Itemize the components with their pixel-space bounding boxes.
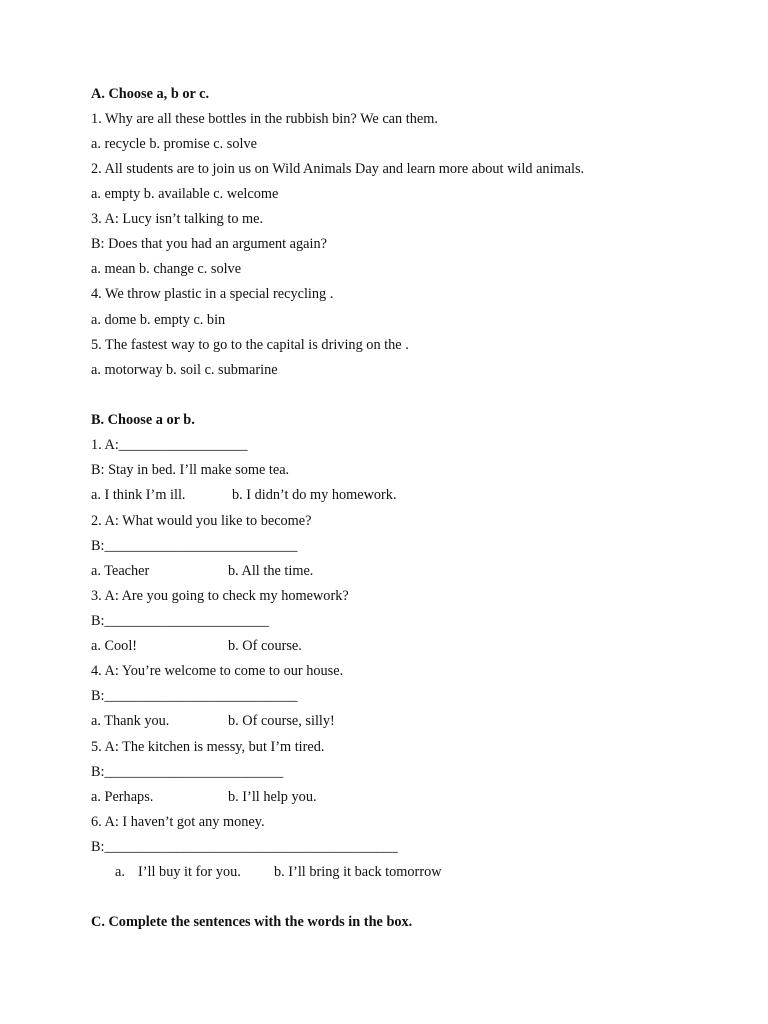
section-a-q4: 4. We throw plastic in a special recycling . (91, 286, 334, 302)
section-b-q3-prompt: 3. A: Are you going to check my homework? (91, 588, 349, 604)
section-b-q6-option-b: b. I’ll bring it back tomorrow (274, 864, 442, 880)
section-b-q5-prompt: 5. A: The kitchen is messy, but I’m tired. (91, 739, 325, 755)
section-b-q2-option-b: b. All the time. (228, 563, 314, 579)
section-b-q1-prompt: 1. A:__________________ (91, 437, 248, 453)
section-a-heading: A. Choose a, b or c. (91, 86, 210, 102)
section-b-q5-reply: B:_________________________ (91, 764, 284, 780)
section-b-q5-option-a: a. Perhaps. (91, 789, 154, 805)
section-a-q4-options: a. dome b. empty c. bin (91, 312, 226, 328)
section-b-q4-option-b: b. Of course, silly! (228, 713, 335, 729)
section-a-q1: 1. Why are all these bottles in the rubbish bin? We can them. (91, 111, 438, 127)
section-b-q4-option-a: a. Thank you. (91, 713, 170, 729)
section-b-q4-prompt: 4. A: You’re welcome to come to our house. (91, 663, 344, 679)
section-b-q1-option-b: b. I didn’t do my homework. (232, 487, 397, 503)
section-b-q1-option-a: a. I think I’m ill. (91, 487, 186, 503)
section-a-q5-options: a. motorway b. soil c. submarine (91, 362, 278, 378)
section-b-q6-option-a: I’ll buy it for you. (138, 864, 241, 880)
section-b-heading: B. Choose a or b. (91, 412, 195, 428)
section-a-q3-options: a. mean b. change c. solve (91, 261, 242, 277)
section-b-q6-reply: B:_________________________________________ (91, 839, 398, 855)
section-b-q5-option-b: b. I’ll help you. (228, 789, 317, 805)
section-a-q3: 3. A: Lucy isn’t talking to me. (91, 211, 264, 227)
section-b-q1-reply: B: Stay in bed. I’ll make some tea. (91, 462, 290, 478)
section-a-q2-options: a. empty b. available c. welcome (91, 186, 279, 202)
section-b-q3-option-b: b. Of course. (228, 638, 302, 654)
section-b-q2-prompt: 2. A: What would you like to become? (91, 513, 312, 529)
section-a-q1-options: a. recycle b. promise c. solve (91, 136, 257, 152)
section-a-q3-reply: B: Does that you had an argument again? (91, 236, 327, 252)
section-b-q2-option-a: a. Teacher (91, 563, 150, 579)
section-b-q6-prompt: 6. A: I haven’t got any money. (91, 814, 265, 830)
section-b-q6-option-a-marker: a. (115, 864, 125, 880)
section-a-q5: 5. The fastest way to go to the capital is driving on the . (91, 337, 409, 353)
section-b-q3-option-a: a. Cool! (91, 638, 138, 654)
section-b-q2-reply: B:___________________________ (91, 538, 298, 554)
section-b-q4-reply: B:___________________________ (91, 688, 298, 704)
section-b-q3-reply: B:_______________________ (91, 613, 269, 629)
section-a-q2: 2. All students are to join us on Wild Animals Day and learn more about wild animals. (91, 161, 585, 177)
section-c-heading: C. Complete the sentences with the words in the box. (91, 914, 413, 930)
